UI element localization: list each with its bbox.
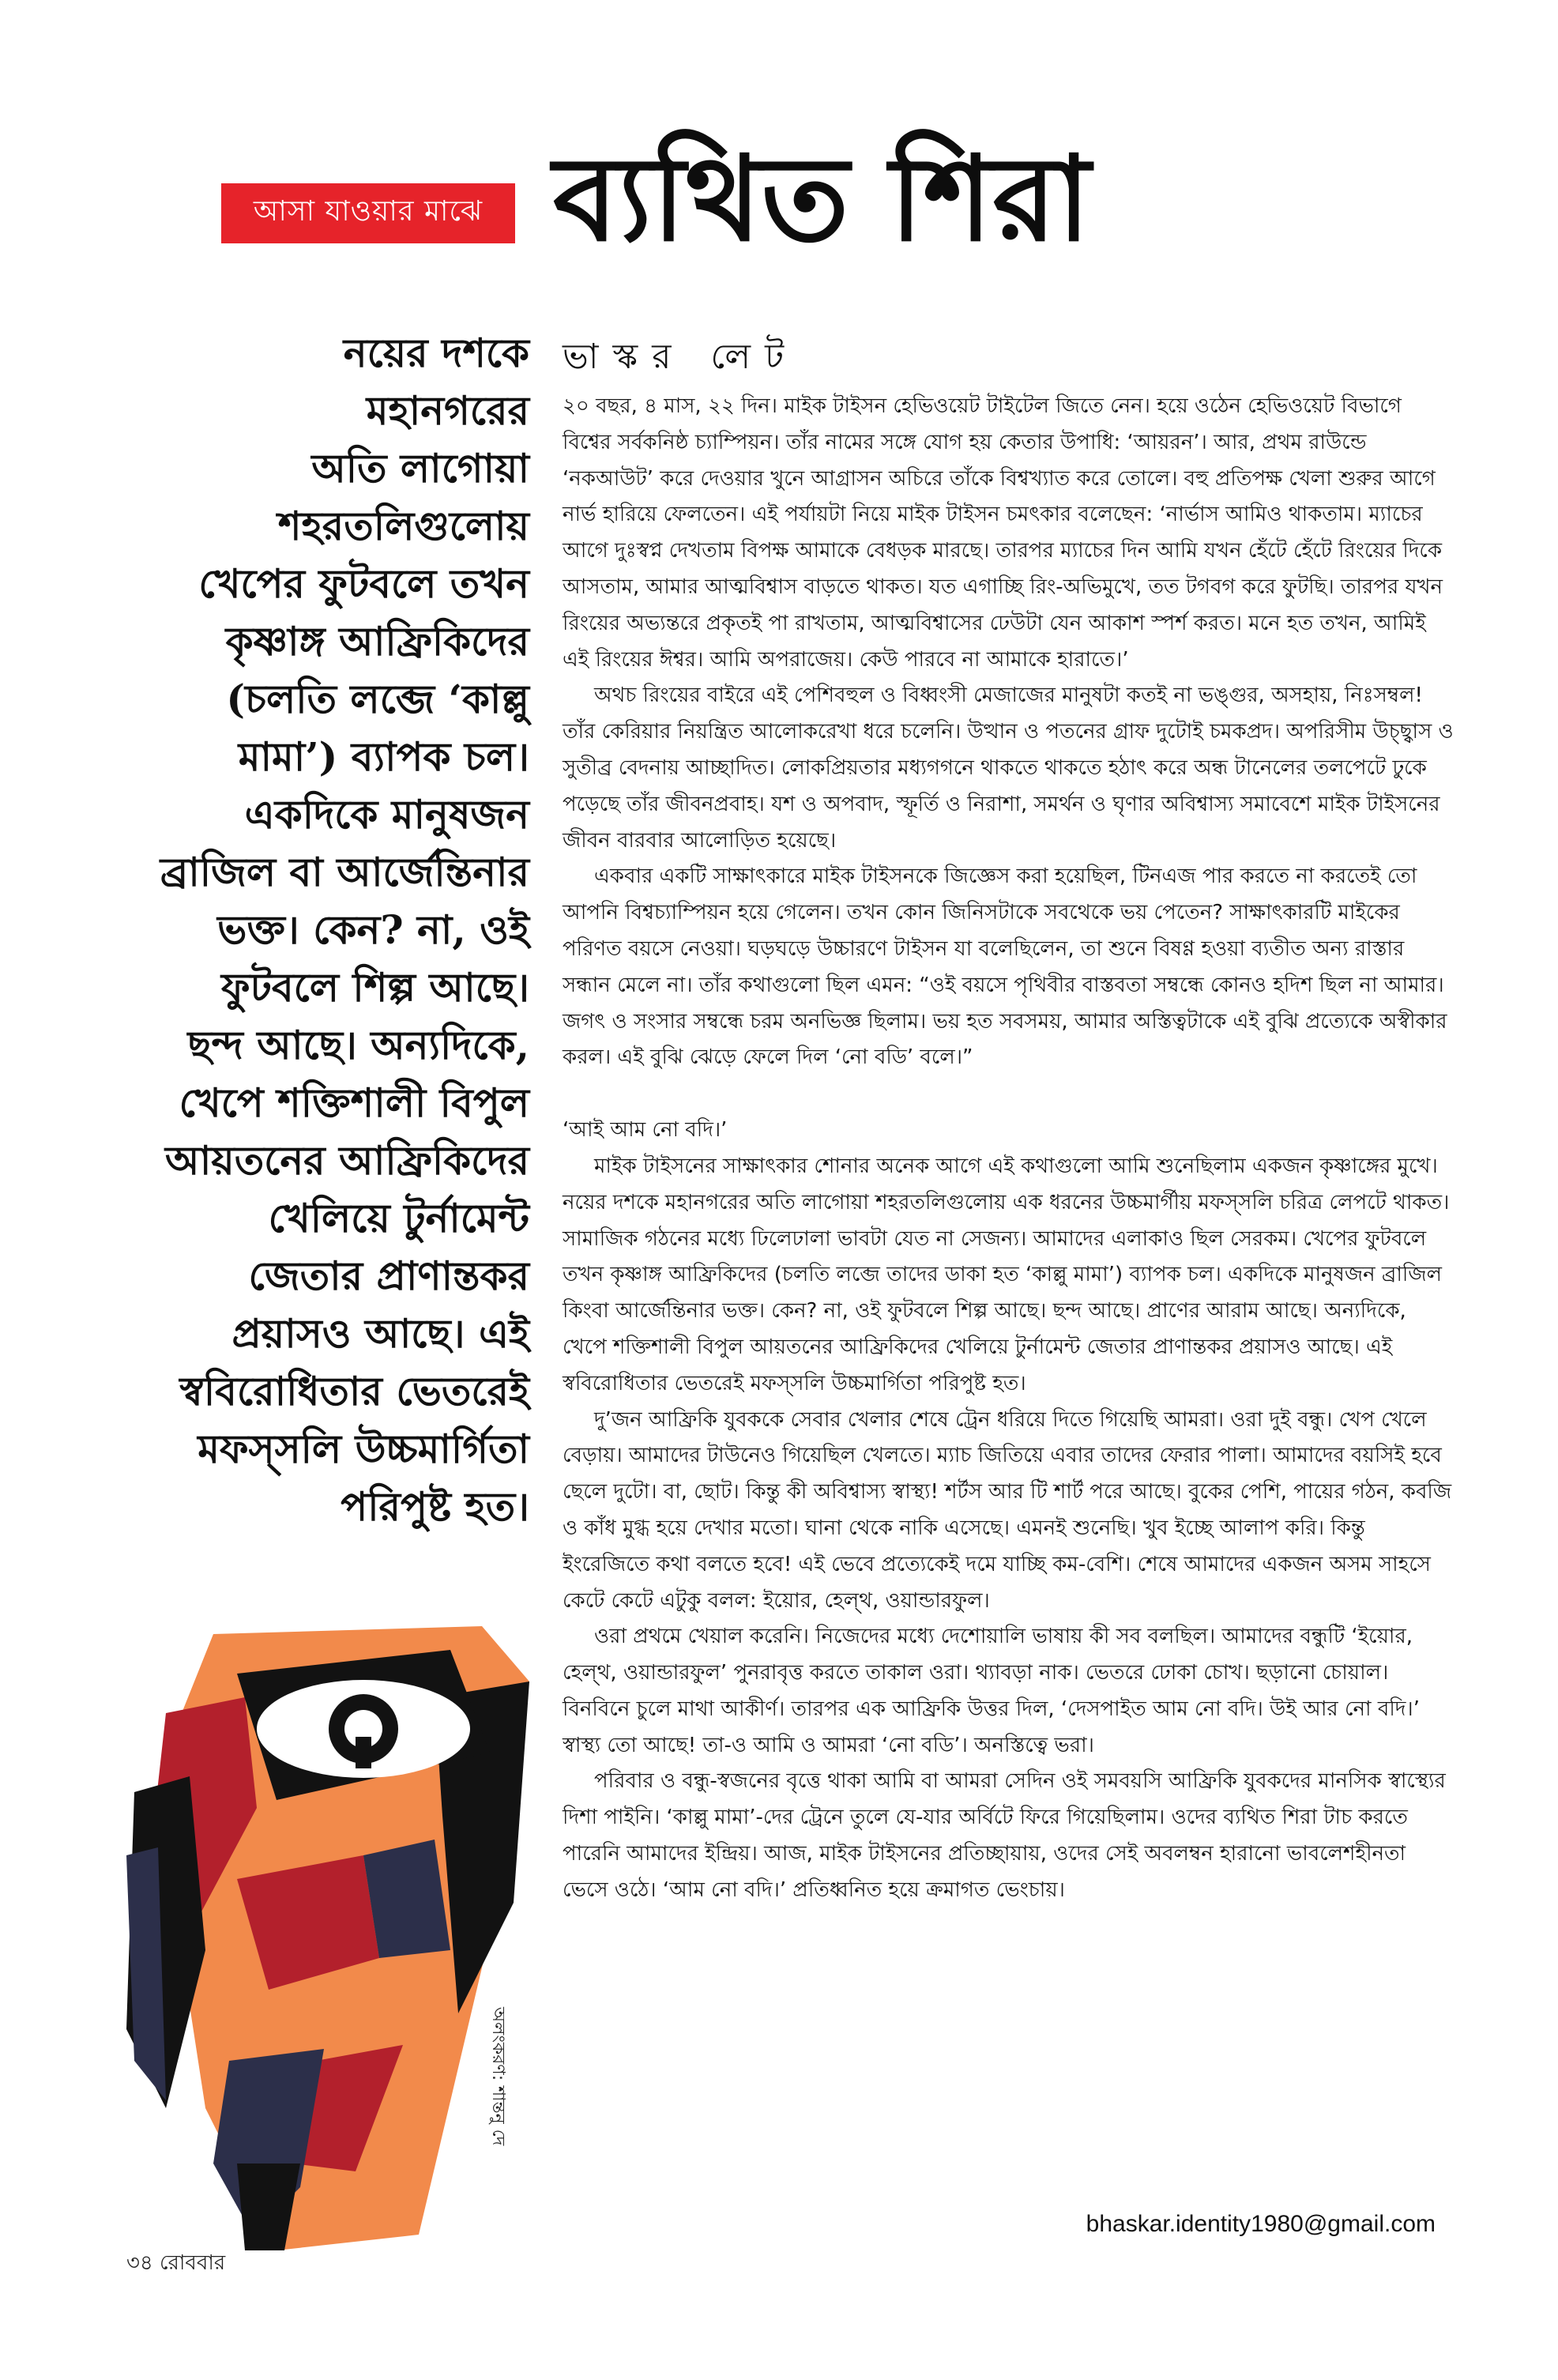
- article-paragraph: ২০ বছর, ৪ মাস, ২২ দিন। মাইক টাইসন হেভিওয়েট টাইটেল জিতে নেন। হয়ে ওঠেন হেভিওয়েট বিভাগে বিশ্বের সর্বকনিষ্ঠ চ্যাম্পিয়ন। তাঁর নামের সঙ্গে যোগ হয় কেতার উপাধি: ‘আয়রন’। আর, প্রথম রাউন্ডে ‘নকআউট’ করে দেওয়ার খুনে আগ্রাসন অচিরে তাঁকে বিশ্বখ্যাত করে তোলে। বহু প্রতিপক্ষ খেলা শুরুর আগে নার্ভ হারিয়ে ফেলতেন। এই পর্যায়টা নিয়ে মাইক টাইসন চমৎকার বলেছেন: ‘নার্ভাস আমিও থাকতাম। ম্যাচের আগে দুঃস্বপ্ন দেখতাম বিপক্ষ আমাকে বেধড়ক মারছে। তারপর ম্যাচের দিন আমি যখন হেঁটে হেঁটে রিংয়ের দিকে আসতাম, আমার আত্মবিশ্বাস বাড়তে থাকত। যত এগাচ্ছি রিং-অভিমুখে, তত টগবগ করে ফুটছি। তারপর যখন রিংয়ের অভ্যন্তরে প্রকৃতই পা রাখতাম, আত্মবিশ্বাসের ঢেউটা যেন আকাশ স্পর্শ করত। মনে হত তখন, আমিই এই রিংয়ের ঈশ্বর। আমি অপরাজেয়। কেউ পারবে না আমাকে হারাতে।’: [563, 394, 1443, 672]
- illustration: [119, 1618, 541, 2258]
- pull-quote-line: মহানগরের: [366, 387, 529, 434]
- pull-quote-line: খেপের ফুটবলে তখন: [198, 560, 529, 607]
- article-body: [563, 389, 1455, 1909]
- pull-quote-line: ব্রাজিল বা আর্জেন্তিনার: [160, 849, 529, 895]
- pull-quote-line: (চলতি লব্জে ‘কাল্লু: [226, 676, 529, 722]
- pull-quote-line: মফস্‌সলি উচ্চমার্গিতা: [198, 1425, 529, 1472]
- art-eye-pupil-gap: [356, 1737, 371, 1768]
- pull-quote-line: কৃষ্ণাঙ্গ আফ্রিকিদের: [225, 618, 529, 665]
- pull-quote-line: মামা’) ব্যাপক চল।: [238, 733, 529, 780]
- pull-quote-line: খেপে শক্তিশালী বিপুল: [179, 1079, 529, 1126]
- article-paragraph: পরিবার ও বন্ধু-স্বজনের বৃত্তে থাকা আমি বা আমরা সেদিন ওই সমবয়সি আফ্রিকি যুবকদের মানসিক স্বাস্থ্যের দিশা পাইনি। ‘কাল্লু মামা’-দের ট্রেনে তুলে যে-যার অর্বিটে ফিরে গিয়েছিলাম। ওদের ব্যথিত শিরা টাচ করতে পারেনি আমাদের ইন্দ্রিয়। আজ, মাইক টাইসনের প্রতিচ্ছায়ায়, ওদের সেই অবলম্বন হারানো ভাবলেশহীনতা ভেসে ওঠে। ‘আম নো বদি।’ প্রতিধ্বনিত হয়ে ক্রমাগত ভেংচায়।: [563, 1769, 1446, 1902]
- headline: ব্যথিত শিরা: [553, 130, 1091, 267]
- pull-quote-line: ফুটবলে শিল্প আছে।: [221, 964, 529, 1011]
- pull-quote-line: ভক্ত। কেন? না, ওই: [217, 906, 529, 953]
- pull-quote: [119, 324, 529, 1535]
- pull-quote-line: একদিকে মানুষজন: [244, 791, 529, 838]
- pull-quote-line: শহরতলিগুলোয়: [277, 503, 529, 549]
- article-paragraph: একবার একটি সাক্ষাৎকারে মাইক টাইসনকে জিজ্ঞেস করা হয়েছিল, টিনএজ পার করতে না করতেই তো আপনি বিশ্বচ্যাম্পিয়ন হয়ে গেলেন। তখন কোন জিনিসটাকে সবথেকে ভয় পেতেন? সাক্ষাৎকারটি মাইকের পরিণত বয়সে নেওয়া। ঘড়ঘড়ে উচ্চারণে টাইসন যা বলেছিলেন, তা শুনে বিষণ্ণ হওয়া ব্যতীত অন্য রাস্তার সন্ধান মেলে না। তাঁর কথাগুলো ছিল এমন: “ওই বয়সে পৃথিবীর বাস্তবতা সম্বন্ধে কোনও হদিশ ছিল না আমার। জগৎ ও সংসার সম্বন্ধে চরম অনভিজ্ঞ ছিলাম। ভয় হত সবসময়, আমার অস্তিত্বটাকে এই বুঝি প্রত্যেকে অস্বীকার করল। এই বুঝি ঝেড়ে ফেলে দিল ‘নো বডি’ বলে।”: [563, 864, 1447, 1070]
- pull-quote-line: ছন্দ আছে। অন্যদিকে,: [187, 1022, 529, 1068]
- byline: ভাস্কর লেট: [563, 337, 799, 377]
- pull-quote-line: খেলিয়ে টুর্নামেন্ট: [268, 1195, 529, 1241]
- article-paragraph: দু’জন আফ্রিকি যুবককে সেবার খেলার শেষে ট্রেন ধরিয়ে দিতে গিয়েছি আমরা। ওরা দুই বন্ধু। খেপ খেলে বেড়ায়। আমাদের টাউনেও গিয়েছিল খেলতে। ম্যাচ জিতিয়ে এবার তাদের ফেরার পালা। আমাদের বয়সিই হবে ছেলে দুটো। বা, ছোট। কিন্তু কী অবিশ্বাস্য স্বাস্থ্য! শর্টস আর টি শার্ট পরে আছে। বুকের পেশি, পায়ের গঠন, কবজি ও কাঁধ মুগ্ধ হয়ে দেখার মতো। ঘানা থেকে নাকি এসেছে। এমনই শুনেছি। খুব ইচ্ছে আলাপ করি। কিন্তু ইংরেজিতে কথা বলতে হবে! এই ভেবে প্রত্যেকেই দমে যাচ্ছি কম-বেশি। শেষে আমাদের একজন অসম সাহসে কেটে কেটে এটুকু বলল: ইয়োর, হেল্‌থ, ওয়ান্ডারফুল।: [563, 1407, 1452, 1613]
- pull-quote-line: স্ববিরোধিতার ভেতরেই: [179, 1368, 529, 1414]
- article-paragraph: অথচ রিংয়ের বাইরে এই পেশিবহুল ও বিধ্বংসী মেজাজের মানুষটা কতই না ভঙ্গুর, অসহায়, নিঃসম্বল! তাঁর কেরিয়ার নিয়ন্ত্রিত আলোকরেখা ধরে চলেনি। উত্থান ও পতনের গ্রাফ দুটোই চমকপ্রদ। অপরিসীম উচ্ছ্বাস ও সুতীব্র বেদনায় আচ্ছাদিত। লোকপ্রিয়তার মধ্যগগনে থাকতে থাকতে হঠাৎ করে অন্ধ টানেলের তলপেটে ঢুকে পড়েছে তাঁর জীবনপ্রবাহ। যশ ও অপবাদ, স্ফূর্তি ও নিরাশা, সমর্থন ও ঘৃণার অবিশ্বাস্য সমাবেশে মাইক টাইসনের জীবন বারবার আলোড়িত হয়েছে।: [563, 683, 1454, 853]
- pull-quote-line: পরিপুষ্ট হত।: [341, 1483, 529, 1530]
- author-email: bhaskar.identity1980@gmail.com: [1086, 2211, 1436, 2237]
- artist-credit: অলংকরণ: শান্তনু দে: [488, 2007, 508, 2146]
- pull-quote-line: জেতার প্রাণান্তকর: [248, 1252, 529, 1299]
- pull-quote-line: নয়ের দশকে: [343, 330, 529, 376]
- article-paragraph: ওরা প্রথমে খেয়াল করেনি। নিজেদের মধ্যে দেশোয়ালি ভাষায় কী সব বলছিল। আমাদের বন্ধুটি ‘ইয়োর, হেল্‌থ, ওয়ান্ডারফুল’ পুনরাবৃত্ত করতে তাকাল ওরা। থ্যাবড়া নাক। ভেতরে ঢোকা চোখ। ছড়ানো চোয়াল। বিনবিনে চুলে মাথা আকীর্ণ। তারপর এক আফ্রিকি উত্তর দিল, ‘দেসপাইত আম নো বদি। উই আর নো বদি।’ স্বাস্থ্য তো আছে! তা-ও আমি ও আমরা ‘নো বডি’। অনস্তিত্বে ভরা।: [563, 1625, 1420, 1757]
- pull-quote-line: আয়তনের আফ্রিকিদের: [164, 1137, 529, 1184]
- section-badge: আসা যাওয়ার মাঝে: [221, 183, 515, 243]
- pull-quote-line: প্রয়াসও আছে। এই: [231, 1310, 529, 1357]
- pull-quote-line: অতি লাগোয়া: [311, 445, 529, 491]
- article-paragraph: মাইক টাইসনের সাক্ষাৎকার শোনার অনেক আগে এই কথাগুলো আমি শুনেছিলাম একজন কৃষ্ণাঙ্গের মুখে। নয়ের দশকে মহানগরের অতি লাগোয়া শহরতলিগুলোয় এক ধরনের উচ্চমার্গীয় মফস্‌সলি চরিত্র লেপটে থাকত। সামাজিক গঠনের মধ্যে ঢিলেঢালা ভাবটা যেত না সেজন্য। আমাদের এলাকাও ছিল সেরকম। খেপের ফুটবলে তখন কৃষ্ণাঙ্গ আফ্রিকিদের (চলতি লব্জে তাদের ডাকা হত ‘কাল্লু মামা’) ব্যাপক চল। একদিকে মানুষজন ব্রাজিল কিংবা আর্জেন্তিনার ভক্ত। কেন? না, ওই ফুটবলে শিল্প আছে। ছন্দ আছে। প্রাণের আরাম আছে। অন্যদিকে, খেপে শক্তিশালী বিপুল আয়তনের আফ্রিকিদের খেলিয়ে টুর্নামেন্ট জেতার প্রাণান্তকর প্রয়াসও আছে। এই স্ববিরোধিতার ভেতরেই মফস্‌সলি উচ্চমার্গিতা পরিপুষ্ট হত।: [563, 1154, 1450, 1395]
- article-quote-line: ‘আই আম নো বদি।’: [563, 1118, 728, 1143]
- page-folio: ৩৪ রোববার: [126, 2251, 226, 2275]
